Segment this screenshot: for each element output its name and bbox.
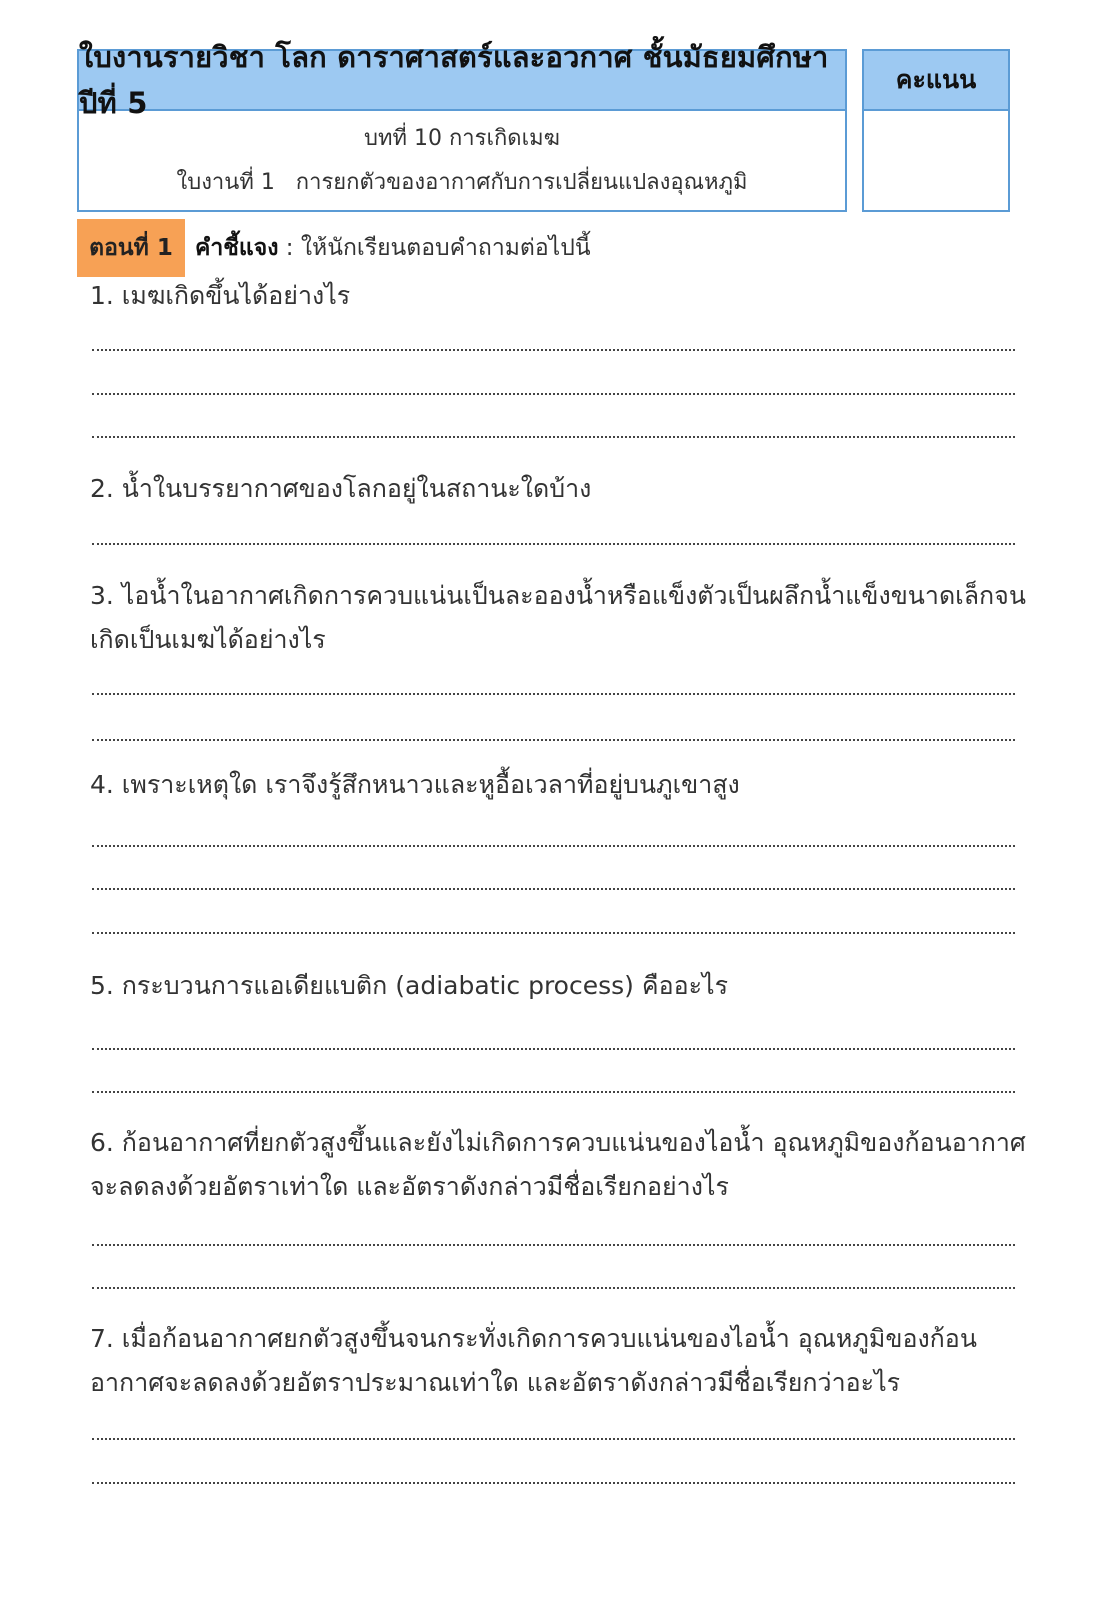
lesson-title: บทที่ 10 การเกิดเมฆ — [364, 126, 560, 151]
question-4: 4. เพราะเหตุใด เราจึงรู้สึกหนาวและหูอื้อเวลาที่อยู่บนภูเขาสูง — [90, 770, 740, 799]
part-badge: ตอนที่ 1 — [77, 219, 185, 277]
answer-line[interactable] — [92, 888, 1015, 890]
worksheet-header — [77, 40, 847, 212]
answer-line[interactable] — [92, 543, 1015, 545]
instruction — [195, 230, 591, 266]
answer-line[interactable] — [92, 1244, 1015, 1246]
question-6: 6. ก้อนอากาศที่ยกตัวสูงขึ้นและยังไม่เกิดการควบแน่นของไอน้ำ อุณหภูมิของก้อนอากาศจะลดลงด้วยอัตราเท่าใด และอัตราดังกล่าวมีชื่อเรียกอย่างไร — [90, 1128, 1026, 1201]
part-heading — [77, 219, 591, 277]
answer-line[interactable] — [92, 932, 1015, 934]
answer-line[interactable] — [92, 349, 1015, 351]
instruction-label: คำชี้แจง — [195, 235, 279, 261]
question-7: 7. เมื่อก้อนอากาศยกตัวสูงขึ้นจนกระทั่งเกิดการควบแน่นของไอน้ำ อุณหภูมิของก้อนอากาศจะลดลงด้วยอัตราประมาณเท่าใด และอัตราดังกล่าวมีชื่อเรียกว่าอะไร — [90, 1324, 977, 1397]
question-2: 2. น้ำในบรรยากาศของโลกอยู่ในสถานะใดบ้าง — [90, 474, 592, 503]
answer-line[interactable] — [92, 1482, 1015, 1484]
answer-line[interactable] — [92, 1048, 1015, 1050]
instruction-text: : ให้นักเรียนตอบคำถามต่อไปนี้ — [278, 235, 591, 261]
score-label: คะแนน — [864, 51, 1008, 111]
answer-line[interactable] — [92, 393, 1015, 395]
answer-line[interactable] — [92, 693, 1015, 695]
question-5: 5. กระบวนการแอเดียแบติก (adiabatic process) คืออะไร — [90, 971, 729, 1000]
answer-line[interactable] — [92, 1287, 1015, 1289]
answer-line[interactable] — [92, 1438, 1015, 1440]
answer-line[interactable] — [92, 845, 1015, 847]
worksheet-title: ใบงานรายวิชา โลก ดาราศาสตร์และอวกาศ ชั้นมัธยมศึกษาปีที่ 5 — [79, 51, 845, 111]
answer-line[interactable] — [92, 1091, 1015, 1093]
worksheet-name: ใบงานที่ 1 การยกตัวของอากาศกับการเปลี่ยนแปลงอุณหภูมิ — [176, 170, 748, 195]
question-1: 1. เมฆเกิดขึ้นได้อย่างไร — [90, 281, 351, 310]
question-3: 3. ไอน้ำในอากาศเกิดการควบแน่นเป็นละอองน้ำหรือแข็งตัวเป็นผลึกน้ำแข็งขนาดเล็กจนเกิดเป็นเมฆได้อย่างไร — [90, 581, 1026, 654]
answer-line[interactable] — [92, 436, 1015, 438]
score-field[interactable] — [864, 111, 1008, 212]
score-box — [862, 49, 1010, 212]
answer-line[interactable] — [92, 739, 1015, 741]
